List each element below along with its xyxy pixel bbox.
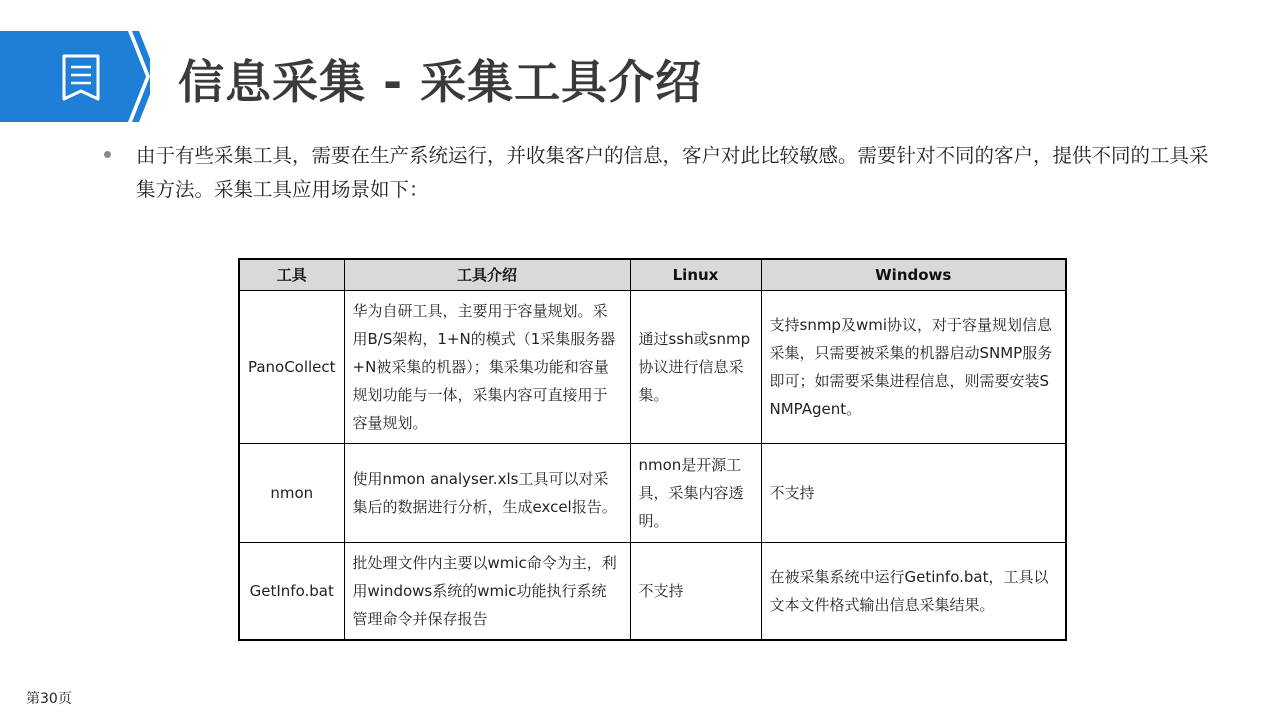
tool-intro-cell: 批处理文件内主要以wmic命令为主，利用windows系统的wmic功能执行系统管理命令并保存报告 — [344, 543, 630, 641]
header-banner — [0, 31, 150, 122]
tool-name-cell: PanoCollect — [239, 291, 344, 444]
linux-cell: nmon是开源工具，采集内容透明。 — [630, 444, 761, 543]
windows-cell: 在被采集系统中运行Getinfo.bat，工具以文本文件格式输出信息采集结果。 — [761, 543, 1066, 641]
intro-text: 由于有些采集工具，需要在生产系统运行，并收集客户的信息，客户对此比较敏感。需要针对不同的客户，提供不同的工具采集方法。采集工具应用场景如下： — [136, 144, 1209, 201]
tools-table — [238, 258, 1067, 641]
table-row — [239, 543, 1066, 641]
tool-intro-cell: 使用nmon analyser.xls工具可以对采集后的数据进行分析，生成excel报告。 — [344, 444, 630, 543]
tool-name-cell: nmon — [239, 444, 344, 543]
header-windows: Windows — [761, 259, 1066, 291]
header-chevron-shape — [0, 31, 150, 122]
table-header-row — [239, 259, 1066, 291]
header-intro: 工具介绍 — [344, 259, 630, 291]
linux-cell: 通过ssh或snmp协议进行信息采集。 — [630, 291, 761, 444]
page-number: 第30页 — [26, 691, 72, 707]
windows-cell: 不支持 — [761, 444, 1066, 543]
header-linux: Linux — [630, 259, 761, 291]
intro-bullet — [104, 139, 1214, 207]
bullet-dot — [104, 151, 111, 158]
windows-cell: 支持snmp及wmi协议，对于容量规划信息采集，只需要被采集的机器启动SNMP服务即可；如需要采集进程信息，则需要安装SNMPAgent。 — [761, 291, 1066, 444]
linux-cell: 不支持 — [630, 543, 761, 641]
table-row — [239, 291, 1066, 444]
tool-name-cell: GetInfo.bat — [239, 543, 344, 641]
page-title: 信息采集 - 采集工具介绍 — [178, 55, 703, 109]
header-tool: 工具 — [239, 259, 344, 291]
tool-intro-cell: 华为自研工具，主要用于容量规划。采用B/S架构，1+N的模式（1采集服务器+N被采集的机器）；集采集功能和容量规划功能与一体，采集内容可直接用于容量规划。 — [344, 291, 630, 444]
table-row — [239, 444, 1066, 543]
